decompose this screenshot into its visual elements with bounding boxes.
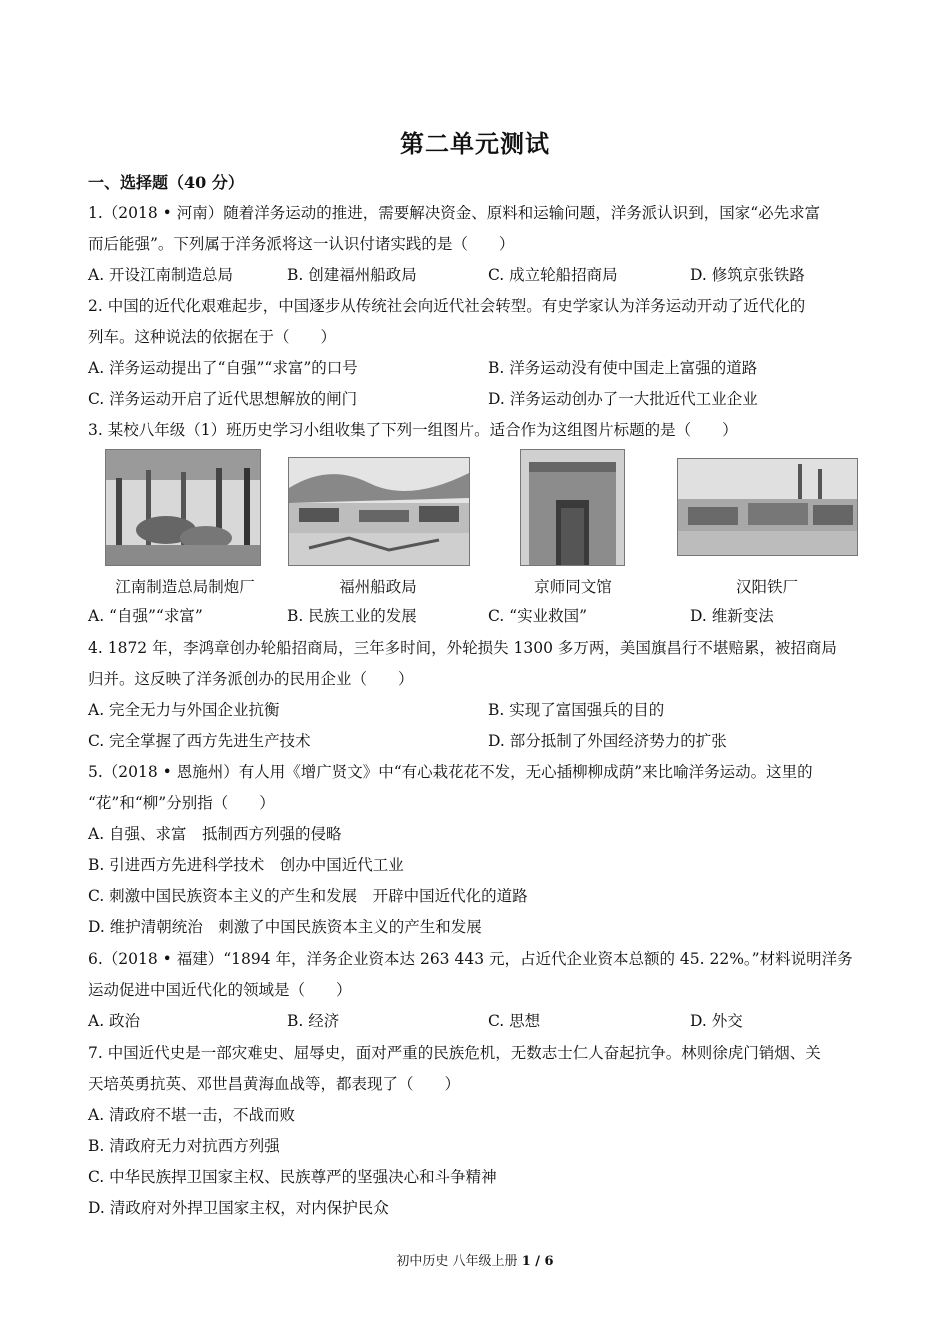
- q6-stem-line1: 6.（2018 • 福建）“1894 年，洋务企业资本达 263 443 元，占近代企业资本总额的 45. 22%。”材料说明洋务: [88, 950, 853, 968]
- q3-caption-3: 京师同文馆: [534, 578, 612, 596]
- q1-option-c: C. 成立轮船招商局: [488, 266, 618, 284]
- q2-stem-line1: 2. 中国的近代化艰难起步，中国逐步从传统社会向近代社会转型。有史学家认为洋务运动开动了近代化的: [88, 297, 806, 315]
- section-heading: 一、选择题（40 分）: [88, 173, 244, 192]
- q1-option-d: D. 修筑京张铁路: [690, 266, 805, 284]
- tongwenguan-gate-photo: [520, 449, 625, 566]
- q2-option-b: B. 洋务运动没有使中国走上富强的道路: [488, 359, 758, 377]
- q6-stem-line2: 运动促进中国近代化的领域是（ ）: [88, 981, 352, 999]
- fuzhou-shipyard-photo: [288, 457, 470, 566]
- q7-option-c: C. 中华民族捍卫国家主权、民族尊严的坚强决心和斗争精神: [88, 1168, 497, 1186]
- q7-option-d: D. 清政府对外捍卫国家主权，对内保护民众: [88, 1199, 389, 1217]
- q3-caption-1: 江南制造总局制炮厂: [115, 578, 255, 596]
- q6-option-a: A. 政治: [88, 1012, 141, 1030]
- q1-stem-line2: 而后能强”。下列属于洋务派将这一认识付诸实践的是（ ）: [88, 235, 515, 253]
- q4-option-c: C. 完全掌握了西方先进生产技术: [88, 732, 311, 750]
- q3-option-c: C. “实业救国”: [488, 607, 588, 625]
- q1-option-b: B. 创建福州船政局: [287, 266, 417, 284]
- q7-option-a: A. 清政府不堪一击，不战而败: [88, 1106, 296, 1124]
- q4-stem-line2: 归并。这反映了洋务派创办的民用企业（ ）: [88, 670, 414, 688]
- q3-caption-4: 汉阳铁厂: [735, 578, 798, 596]
- q3-option-a: A. “自强”“求富”: [88, 607, 203, 625]
- q6-option-d: D. 外交: [690, 1012, 743, 1030]
- q4-option-b: B. 实现了富国强兵的目的: [488, 701, 665, 719]
- q5-option-d: D. 维护清朝统治 刺激了中国民族资本主义的产生和发展: [88, 918, 482, 936]
- q5-stem-line2: “花”和“柳”分别指（ ）: [88, 794, 275, 812]
- q3-option-b: B. 民族工业的发展: [287, 607, 417, 625]
- q4-option-a: A. 完全无力与外国企业抗衡: [88, 701, 280, 719]
- q4-stem-line1: 4. 1872 年，李鸿章创办轮船招商局，三年多时间，外轮损失 1300 多万两，美国旗昌行不堪赔累，被招商局: [88, 639, 837, 657]
- q2-option-d: D. 洋务运动创办了一大批近代工业企业: [488, 390, 758, 408]
- q5-option-b: B. 引进西方先进科学技术 创办中国近代工业: [88, 856, 404, 874]
- q7-option-b: B. 清政府无力对抗西方列强: [88, 1137, 280, 1155]
- q3-caption-2: 福州船政局: [339, 578, 417, 596]
- q3-stem-line1: 3. 某校八年级（1）班历史学习小组收集了下列一组图片。适合作为这组图片标题的是（ ）: [88, 421, 738, 439]
- q5-option-c: C. 刺激中国民族资本主义的产生和发展 开辟中国近代化的道路: [88, 887, 528, 905]
- q3-option-d: D. 维新变法: [690, 607, 774, 625]
- q2-stem-line2: 列车。这种说法的依据在于（ ）: [88, 328, 337, 346]
- q1-stem-line1: 1.（2018 • 河南）随着洋务运动的推进，需要解决资金、原料和运输问题，洋务派认识到，国家“必先求富: [88, 204, 821, 222]
- q5-option-a: A. 自强、求富 抵制西方列强的侵略: [88, 825, 342, 843]
- page-title: 第二单元测试: [400, 129, 550, 158]
- hanyang-ironworks-photo: [677, 458, 858, 556]
- q7-stem-line2: 天培英勇抗英、邓世昌黄海血战等，都表现了（ ）: [88, 1075, 461, 1093]
- q6-option-c: C. 思想: [488, 1012, 541, 1030]
- q7-stem-line1: 7. 中国近代史是一部灾难史、屈辱史，面对严重的民族危机，无数志士仁人奋起抗争。林则徐虎门销烟、关: [88, 1044, 821, 1062]
- q2-option-a: A. 洋务运动提出了“自强”“求富”的口号: [88, 359, 358, 377]
- q6-option-b: B. 经济: [287, 1012, 340, 1030]
- footer-text: 初中历史 八年级上册: [396, 1254, 522, 1269]
- q1-option-a: A. 开设江南制造总局: [88, 266, 234, 284]
- q2-option-c: C. 洋务运动开启了近代思想解放的闸门: [88, 390, 358, 408]
- jiangnan-arsenal-photo: [105, 449, 261, 566]
- q5-stem-line1: 5.（2018 • 恩施州）有人用《增广贤文》中“有心栽花花不发，无心插柳柳成荫”来比喻洋务运动。这里的: [88, 763, 813, 781]
- page-footer: [0, 1250, 950, 1269]
- q4-option-d: D. 部分抵制了外国经济势力的扩张: [488, 732, 727, 750]
- page-number: 1 / 6: [521, 1254, 554, 1269]
